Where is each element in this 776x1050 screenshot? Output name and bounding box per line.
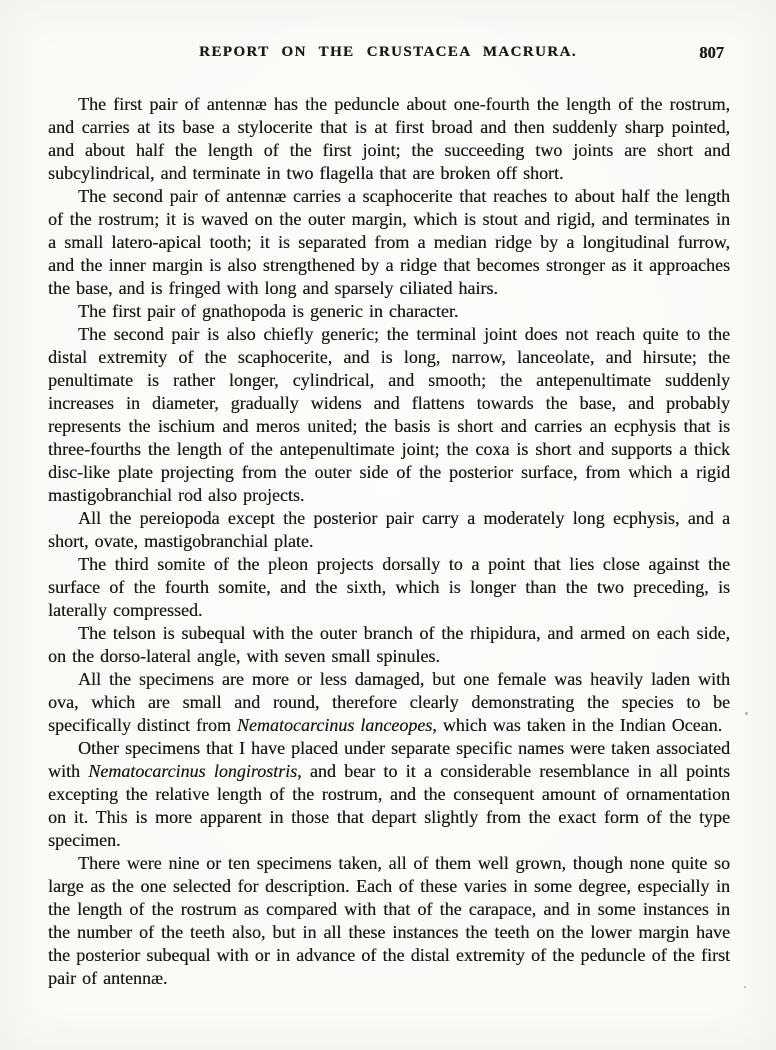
scan-speck bbox=[744, 986, 746, 988]
page-header bbox=[0, 0, 776, 64]
paragraph bbox=[48, 737, 730, 852]
text-segment: The first pair of gnathopoda is generic in character. bbox=[78, 301, 459, 321]
text-segment: The first pair of antennæ has the peduncle about one-fourth the length of the rostrum, and carries at its base a stylocerite that is at first broad and then suddenly sharp pointed, and about half the length of the first joint; the succeeding two joints are short and subcylindrical, and terminate in two flagella that are broken off short. bbox=[48, 94, 730, 183]
page-body bbox=[48, 93, 730, 990]
text-segment: All the specimens are more or less damaged, but one female was heavily laden with ova, which are small and round, therefore clearly demonstrating the species to be specifically distinct from bbox=[48, 669, 730, 735]
text-segment: , and bear to it a considerable resemblance in all points excepting the relative length of the rostrum, and the consequent amount of ornamentation on it. This is more apparent in those that depart slightly from the exact form of the type specimen. bbox=[48, 761, 730, 850]
text-segment: , which was taken in the Indian Ocean. bbox=[432, 715, 723, 735]
text-segment: The telson is subequal with the outer branch of the rhipidura, and armed on each side, on the dorso-lateral angle, with seven small spinules. bbox=[48, 623, 730, 666]
species-name: Nematocarcinus lanceopes bbox=[236, 715, 433, 735]
text-segment: All the pereiopoda except the posterior pair carry a moderately long ecphysis, and a short, ovate, mastigobranchial plate. bbox=[48, 508, 730, 551]
running-title: REPORT ON THE CRUSTACEA MACRURA. bbox=[199, 44, 577, 60]
text-segment: The third somite of the pleon projects dorsally to a point that lies close against the surface of the fourth somite, and the sixth, which is longer than the two preceding, is laterally compressed. bbox=[48, 554, 730, 620]
paragraph bbox=[48, 553, 730, 622]
paragraph bbox=[48, 622, 730, 668]
paragraph bbox=[48, 507, 730, 553]
page-number: 807 bbox=[699, 43, 724, 62]
text-segment: Other specimens that I have placed under separate specific names were taken associated with bbox=[48, 738, 730, 781]
text-segment: The second pair is also chiefly generic; the terminal joint does not reach quite to the distal extremity of the scaphocerite, and is long, narrow, lanceolate, and hirsute; the penultimate is rather longer, cylindrical, and smooth; the antepenultimate suddenly increases in diameter, gradually widens and flattens towards the base, and probably represents the ischium and meros united; the basis is short and carries an ecphysis that is three-fourths the length of the antepenultimate joint; the coxa is short and supports a thick disc-like plate projecting from the outer side of the posterior surface, from which a rigid mastigobranchial rod also projects. bbox=[48, 324, 730, 505]
text-segment: There were nine or ten specimens taken, all of them well grown, though none quite so large as the one selected for description. Each of these varies in some degree, especially in the length of the rostrum as compared with that of the carapace, and in some instances in the number of the teeth also, but in all these instances the teeth on the lower margin have the posterior subequal with or in advance of the distal extremity of the peduncle of the first pair of antennæ. bbox=[48, 853, 730, 988]
paragraph bbox=[48, 185, 730, 300]
species-name: Nematocarcinus longirostris bbox=[88, 761, 298, 781]
paragraph bbox=[48, 668, 730, 737]
paragraph bbox=[48, 93, 730, 185]
paragraph bbox=[48, 852, 730, 990]
paragraph bbox=[48, 323, 730, 507]
scan-speck bbox=[745, 712, 748, 715]
text-segment: The second pair of antennæ carries a scaphocerite that reaches to about half the length of the rostrum; it is waved on the outer margin, which is stout and rigid, and terminates in a small latero-apical tooth; it is separated from a median ridge by a longitudinal furrow, and the inner margin is also strengthened by a ridge that becomes stronger as it approaches the base, and is fringed with long and sparsely ciliated hairs. bbox=[48, 186, 730, 298]
paragraph bbox=[48, 300, 730, 323]
